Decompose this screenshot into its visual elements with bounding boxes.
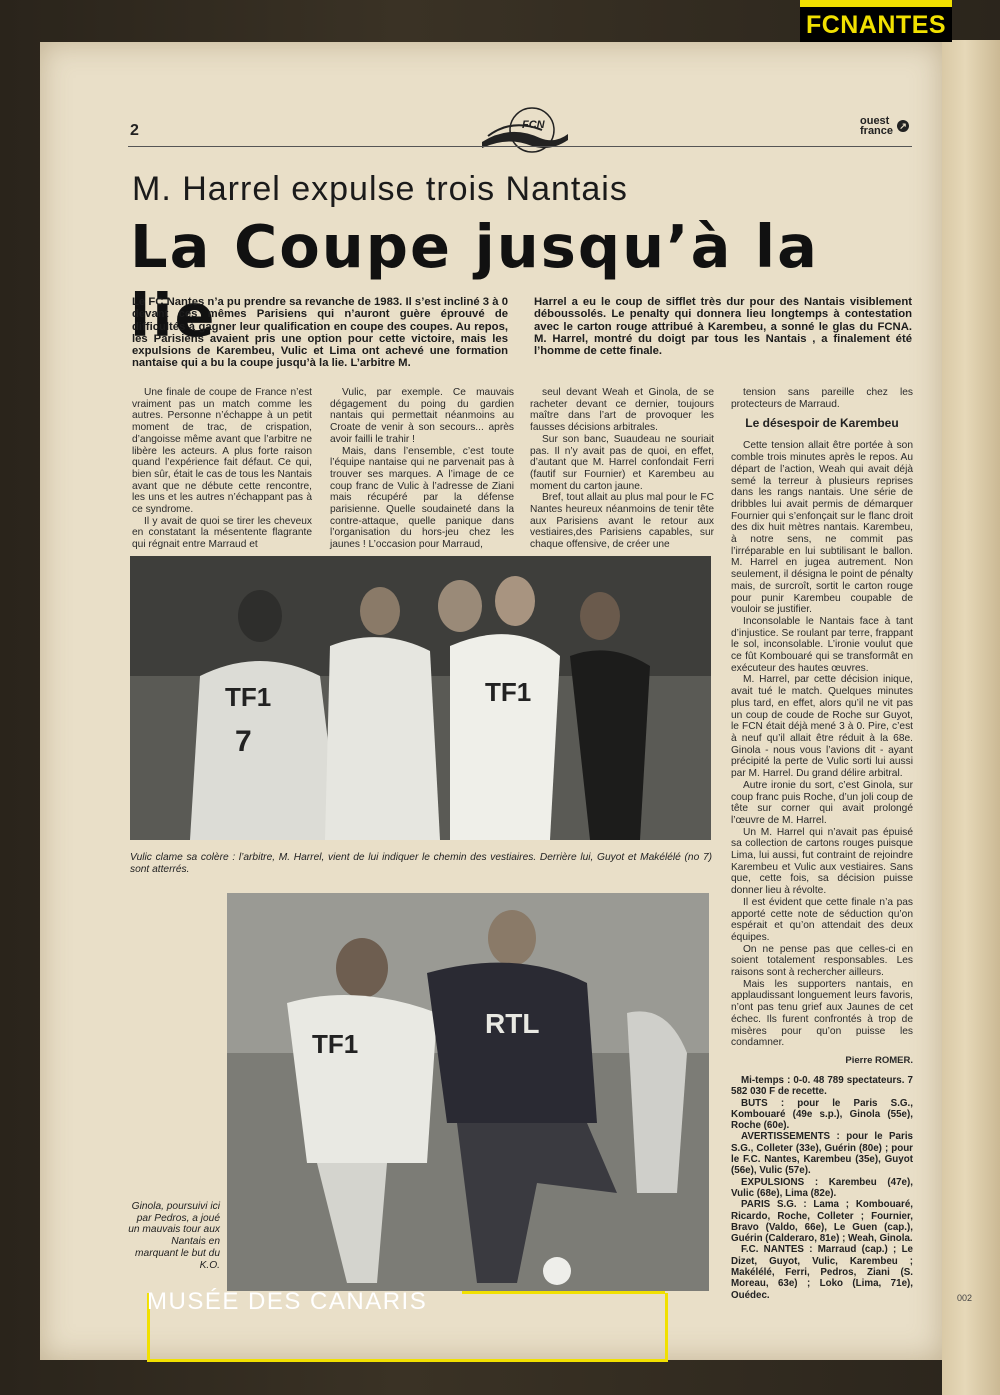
paragraph: Une finale de coupe de France n’est vraiment pas un match comme les autres. Personne n’échappe à un petit moment de trac, de crispation, d’angoisse même avant que l’arbitre ne libère les acteurs. A plus forte raison quand l’expérience fait défaut. Ce qui, bien sûr, était le cas de tous les Nantais avant que ne débute cette rencontre, les uns et les autres n’échappant pas à ce syndrome.: [132, 387, 312, 516]
paragraph: Mais les supporters nantais, en applaudissant longuement leurs favoris, n’ont pas tenu grief aux Jaunes de cet échec. Ils furent confrontés à trop de misères pour qu’on puisse les condamner.: [731, 978, 913, 1049]
article-column-2: [330, 387, 514, 551]
article-intro-right: Harrel a eu le coup de sifflet très dur pour des Nantais visiblement déboussolés. Le penalty qui donnera lieu longtemps à contestation avec le carton rouge attribué à Karembeu, a sonné le glas du FCNA. M. Harrel, montré du doigt par tous les Nantais , a finalement été l’homme de cette finale.: [534, 296, 912, 358]
photo-ginola-pedros-drawing: [227, 893, 709, 1291]
paragraph: Vulic, par exemple. Ce mauvais dégagement du poing du gardien nantais qui permettait néanmoins au Croate de venir à son secours... après avoir failli le trahir !: [330, 387, 514, 445]
section-subhead: Le désespoir de Karembeu: [745, 416, 899, 431]
page-number: 2: [130, 122, 139, 139]
watermark-frame-top: [462, 1291, 665, 1294]
summary-line: PARIS S.G. : Lama ; Kombouaré, Ricardo, Roche, Colleter ; Fournier, Bravo (Valdo, 66e), Le Guen (cap.), Guérin (Calderaro, 81e) ; Weah, Ginola.: [731, 1199, 913, 1245]
article-column-4: [731, 387, 913, 1067]
paragraph: Autre ironie du sort, c’est Ginola, sur coup franc puis Roche, d’un joli coup de tête sur corner qui avait prolongé l’œuvre de M. Harrel.: [731, 779, 913, 826]
photo-vulic-referee-drawing: [130, 556, 711, 840]
paragraph: Il y avait de quoi se tirer les cheveux en constatant la mésentente flagrante qui régnait entre Marraud et: [132, 515, 312, 551]
ouest-france-logo: [860, 116, 912, 136]
page-code: 002: [957, 1293, 973, 1303]
photo-caption-2: Ginola, poursuivi ici par Pedros, a joué un mauvais tour aux Nantais en marquant le but du K.O.: [128, 1201, 220, 1271]
badge-label: FCNANTES: [805, 11, 947, 39]
shirt-sponsor: TF1: [225, 682, 272, 712]
header-rule: [128, 146, 912, 147]
article-intro-left: Le FC Nantes n’a pu prendre sa revanche de 1983. Il s’est incliné 3 à 0 devant ces mêmes Parisiens qui n’auront guère éprouvé de difficultés à gagner leur qualification en coupe des coupes. Au repos, les Parisiens avaient pris une option pour cette victoire, mais les expulsions de Karembeu, Vulic et Lima ont achevé une formation nantaise qui a bu la coupe jusqu’à la lie. L’arbitre M.: [132, 296, 508, 370]
ouest-france-word-1: ouest: [860, 115, 890, 127]
paragraph: Bref, tout allait au plus mal pour le FC Nantes heureux néanmoins de tenir tête aux Parisiens avant le retour aux vestiaires,des Parisiens capables, sur chaque offensive, de créer une: [530, 492, 714, 551]
author-signature: Pierre ROMER.: [845, 1054, 913, 1066]
summary-line: F.C. NANTES : Marraud (cap.) ; Le Dizet, Guyot, Vulic, Karembeu ; Makélélé, Ferri, Pedros, Ziani (S. Moreau, 63e) ; Loko (Lima, 71e), Ouédec.: [731, 1244, 913, 1301]
summary-line: AVERTISSEMENTS : pour le Paris S.G., Colleter (33e), Guérin (80e) ; pour le F.C. Nantes, Karembeu (35e), Guyot (56e), Vulic (57e).: [731, 1131, 913, 1177]
paragraph: M. Harrel, par cette décision inique, avait tué le match. Quelques minutes plus tard, en effet, alors qu’il ne vit pas un coup de coude de Roche sur Guyot, le FCN était déjà mené 3 à 0. Pire, c’est à neuf qu’il allait être réduit à la 68e. Ginola - nous vous l’avions dit - ayant précipité la perte de Vulic sorti lui aussi par M. Harrel. Du grand délire arbitral.: [731, 674, 913, 780]
paragraph: Inconsolable le Nantais face à tant d’injustice. Se roulant par terre, frappant le sol, inconsolable. L’ironie voulut que ce fût Kombouaré qui se transformât en exécuteur des hautes œuvres.: [731, 615, 913, 674]
shirt-sponsor: TF1: [485, 677, 532, 707]
paragraph: Un M. Harrel qui n’avait pas épuisé sa collection de cartons rouges puisque Lima, lui aussi, fut contraint de rejoindre Karembeu et Vulic aux vestiaires. Sans que, cette fois, sa décision puisse donner lieu à révolte.: [731, 826, 913, 897]
photo-vulic-referee: [130, 556, 711, 840]
fcn-logo-icon: [480, 104, 570, 156]
paragraph: tension sans pareille chez les protecteurs de Marraud.: [731, 387, 913, 410]
article-headline: La Coupe jusqu’à la lie: [130, 212, 819, 350]
fcnantes-badge: [800, 0, 952, 42]
article-column-1: [132, 387, 312, 551]
paragraph: Sur son banc, Suaudeau ne souriait pas. Il n’y avait pas de quoi, en effet, d’autant que M. Harrel confondait Ferri (fautif sur Fournier) et Karembeu au moment du carton jaune.: [530, 433, 714, 492]
match-summary-box: [731, 1075, 913, 1301]
photo-ginola-pedros: [227, 893, 709, 1291]
ouest-france-circle-icon: ↗: [897, 120, 909, 132]
paragraph: Cette tension allait être portée à son comble trois minutes après le repos. Au départ de l’action, Weah qui avait déjà semé la terreur à plusieurs reprises dans les rangs nantais. Une série de dribbles lui avait permis de démarquer Fournier qui s’enfonçait sur le flanc droit des dix huit mètres nantais. Karembeu, à notre sens, ne commit pas l’irréparable en lui subtilisant le ballon. M. Harrel en jugea autrement. Non seulement, il désigna le point de pénalty mais, de surcroît, sortit le carton rouge pour punir Karembeu coupable de vouloir se justifier.: [731, 440, 913, 616]
fcn-logo-text: FCN: [522, 119, 545, 131]
shirt-sponsor: TF1: [312, 1029, 359, 1059]
summary-line: BUTS : pour le Paris S.G., Kombouaré (49e s.p.), Ginola (55e), Roche (60e).: [731, 1097, 913, 1132]
adjacent-page-edge: [942, 40, 1000, 1395]
article-column-3: [530, 387, 714, 551]
shirt-number: 7: [235, 725, 252, 758]
watermark-label: MUSÉE DES CANARIS: [147, 1288, 428, 1315]
summary-line: Mi-temps : 0-0. 48 789 spectateurs. 7 582 030 F de recette.: [731, 1075, 913, 1098]
summary-line: EXPULSIONS : Karembeu (47e), Vulic (68e), Lima (82e).: [731, 1176, 913, 1199]
paragraph: seul devant Weah et Ginola, de se racheter devant ce dernier, toujours maître dans l’art de provoquer les fausses décisions arbitrales.: [530, 387, 714, 434]
shirt-sponsor: RTL: [485, 1008, 540, 1039]
article-kicker: M. Harrel expulse trois Nantais: [132, 170, 628, 208]
paragraph: Mais, dans l’ensemble, c’est toute l’équipe nantaise qui ne parvenait pas à trouver ses marques. A l’image de ce coup franc de Vulic à l’adresse de Ziani mais récupéré par la défense parisienne. Quelle soudaineté dans la contre-attaque, quelle panique dans l’organisation du hors-jeu chez les jaunes ! L’occasion pour Marraud,: [330, 445, 514, 551]
paragraph: On ne pense pas que celles-ci en soient totalement responsables. Les raisons sont à rechercher ailleurs.: [731, 943, 913, 979]
ouest-france-word-2: france: [860, 125, 894, 137]
photo-caption-1: Vulic clame sa colère : l’arbitre, M. Harrel, vient de lui indiquer le chemin des vestiaires. Derrière lui, Guyot et Makélélé (no 7) sont atterrés.: [130, 852, 712, 875]
paragraph: Il est évident que cette finale n’a pas apporté cette note de séduction qu’on espérait et qu’on attendait des deux équipes.: [731, 896, 913, 943]
